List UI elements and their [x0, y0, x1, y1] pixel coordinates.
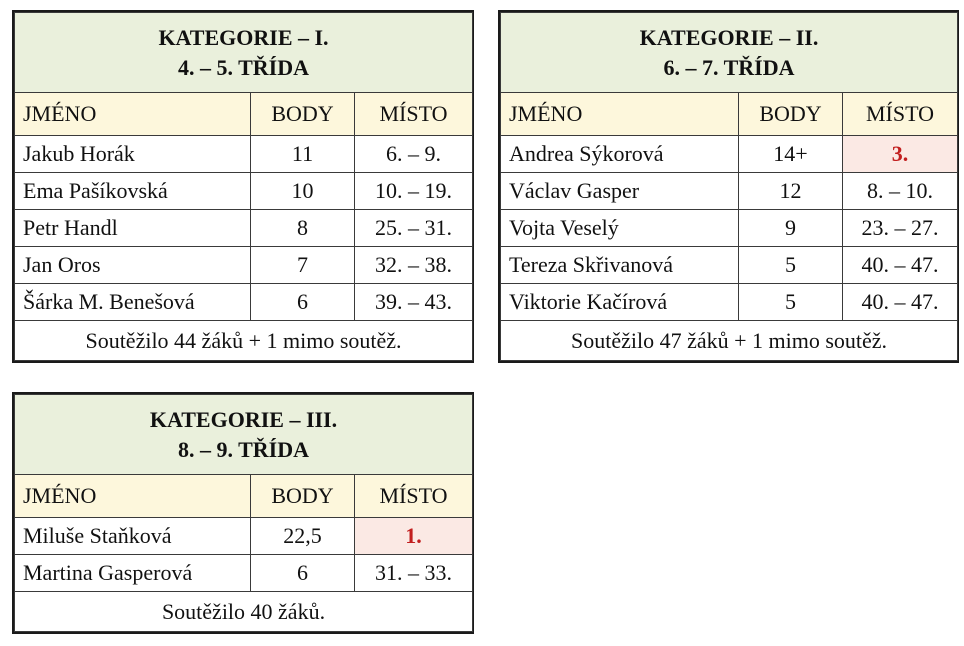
column-header-points: BODY: [739, 93, 843, 136]
column-header-name: JMÉNO: [15, 93, 251, 136]
table-row: [501, 173, 958, 210]
student-points: 5: [739, 247, 843, 284]
student-name: Vojta Veselý: [501, 210, 739, 247]
student-name: Jakub Horák: [15, 136, 251, 173]
student-points: 14+: [739, 136, 843, 173]
student-points: 12: [739, 173, 843, 210]
participants-footer: Soutěžilo 40 žáků.: [15, 592, 473, 632]
column-header-place: MÍSTO: [355, 475, 473, 518]
student-points: 7: [251, 247, 355, 284]
table-row: [15, 210, 473, 247]
student-place: 10. – 19.: [355, 173, 473, 210]
table-row: [501, 210, 958, 247]
table-row: [501, 136, 958, 173]
table-row: [15, 518, 473, 555]
student-place-highlight: 1.: [355, 518, 473, 555]
student-place: 8. – 10.: [843, 173, 958, 210]
table-row: [501, 284, 958, 321]
student-place: 6. – 9.: [355, 136, 473, 173]
category-2-title: KATEGORIE – II. 6. – 7. TŘÍDA: [501, 13, 958, 93]
student-name: Martina Gasperová: [15, 555, 251, 592]
category-3-table: [12, 392, 474, 634]
student-name: Ema Pašíkovská: [15, 173, 251, 210]
student-points: 9: [739, 210, 843, 247]
student-place: 25. – 31.: [355, 210, 473, 247]
student-name: Václav Gasper: [501, 173, 739, 210]
participants-footer: Soutěžilo 44 žáků + 1 mimo soutěž.: [15, 321, 473, 361]
student-name: Viktorie Kačírová: [501, 284, 739, 321]
column-header-place: MÍSTO: [843, 93, 958, 136]
column-header-points: BODY: [251, 93, 355, 136]
student-name: Miluše Staňková: [15, 518, 251, 555]
student-points: 8: [251, 210, 355, 247]
student-name: Andrea Sýkorová: [501, 136, 739, 173]
column-header-name: JMÉNO: [15, 475, 251, 518]
student-points: 5: [739, 284, 843, 321]
student-name: Jan Oros: [15, 247, 251, 284]
table-row: [15, 136, 473, 173]
student-place: 23. – 27.: [843, 210, 958, 247]
table-row: [15, 247, 473, 284]
table-row: [15, 555, 473, 592]
student-place: 39. – 43.: [355, 284, 473, 321]
student-name: Šárka M. Benešová: [15, 284, 251, 321]
category-1-table: [12, 10, 474, 363]
column-header-name: JMÉNO: [501, 93, 739, 136]
category-2-table: [498, 10, 959, 363]
student-points: 6: [251, 284, 355, 321]
student-points: 11: [251, 136, 355, 173]
table-row: [15, 173, 473, 210]
table-row: [15, 284, 473, 321]
student-points: 22,5: [251, 518, 355, 555]
student-place: 31. – 33.: [355, 555, 473, 592]
student-points: 6: [251, 555, 355, 592]
table-row: [501, 247, 958, 284]
participants-footer: Soutěžilo 47 žáků + 1 mimo soutěž.: [501, 321, 958, 361]
student-place: 40. – 47.: [843, 247, 958, 284]
student-place-highlight: 3.: [843, 136, 958, 173]
student-points: 10: [251, 173, 355, 210]
student-place: 40. – 47.: [843, 284, 958, 321]
category-3-title: KATEGORIE – III. 8. – 9. TŘÍDA: [15, 395, 473, 475]
column-header-place: MÍSTO: [355, 93, 473, 136]
student-name: Petr Handl: [15, 210, 251, 247]
column-header-points: BODY: [251, 475, 355, 518]
student-place: 32. – 38.: [355, 247, 473, 284]
student-name: Tereza Skřivanová: [501, 247, 739, 284]
category-1-title: KATEGORIE – I. 4. – 5. TŘÍDA: [15, 13, 473, 93]
